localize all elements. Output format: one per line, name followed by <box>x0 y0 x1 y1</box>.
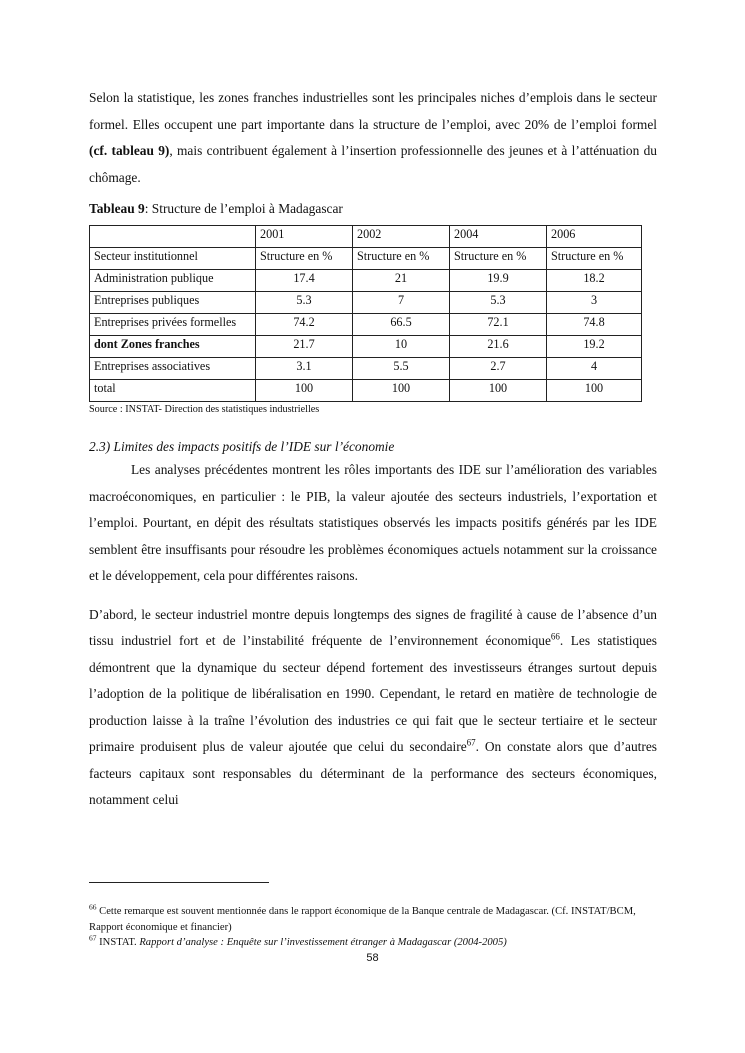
footnote-divider <box>89 882 269 883</box>
table-cell: 10 <box>353 336 450 358</box>
year-header: 2004 <box>450 226 547 248</box>
paragraph-text: D’abord, le secteur industriel montre depuis longtemps des signes de fragilité à cause de l’absence d’un tissu industriel fort et de l’instabilité fréquente de l’environnement économique <box>89 606 657 648</box>
table-cell: 100 <box>547 380 642 402</box>
sector-column-header: Secteur institutionnel <box>90 248 256 270</box>
intro-text-1: Selon la statistique, les zones franches industrielles sont les principales niches d’emplois dans le secteur formel. Elles occupent une part importante dans la structure de l’emploi, avec 20% de l’emploi formel <box>89 90 657 132</box>
table-cell: 3.1 <box>256 358 353 380</box>
row-label: total <box>90 380 256 402</box>
table-row <box>90 314 642 336</box>
table-row <box>90 358 642 380</box>
page-number: 58 <box>366 952 379 964</box>
paragraph-text: . On constate alors que d’autres facteurs capitaux sont responsables du déterminant de la performance des secteurs économiques, notamment celui <box>89 739 657 807</box>
table-cell: 100 <box>450 380 547 402</box>
structure-header: Structure en % <box>353 248 450 270</box>
structure-header: Structure en % <box>256 248 353 270</box>
footnote-title: Rapport d’analyse : Enquête sur l’investissement étranger à Madagascar (2004-2005) <box>139 937 507 948</box>
table-cell: 19.2 <box>547 336 642 358</box>
intro-text-2: , mais contribuent également à l’insertion professionnelle des jeunes et à l’atténuation du chômage. <box>89 143 657 185</box>
section-title: 2.3) Limites des impacts positifs de l’IDE sur l’économie <box>89 439 395 454</box>
table-row <box>90 380 642 402</box>
table-cell: 66.5 <box>353 314 450 336</box>
year-header: 2006 <box>547 226 642 248</box>
row-label: Entreprises privées formelles <box>90 314 256 336</box>
table-cell: 5.3 <box>256 292 353 314</box>
row-label: dont Zones franches <box>90 336 256 358</box>
table-cell: 21.6 <box>450 336 547 358</box>
paragraph-text: . Les statistiques démontrent que la dynamique du secteur dépend fortement des investisseurs étranges surtout depuis l’adoption de la politique de libéralisation en 1990. Cependant, le retard en matière de technologie de production laisse à la traîne l’évolution des industries ce qui fait que le secteur tertiaire et le secteur primaire produisent plus de valeur ajoutée que celui du secondaire <box>89 633 658 754</box>
table-cell: 7 <box>353 292 450 314</box>
table-cell: 100 <box>256 380 353 402</box>
page-body <box>89 85 657 814</box>
table-row <box>90 270 642 292</box>
footnote-item <box>89 935 657 951</box>
table-cell: 74.8 <box>547 314 642 336</box>
table-caption-title: : Structure de l’emploi à Madagascar <box>144 201 343 216</box>
employment-structure-table <box>89 225 642 402</box>
table-cell: 4 <box>547 358 642 380</box>
intro-paragraph <box>89 85 657 191</box>
table-cell: 19.9 <box>450 270 547 292</box>
table-source: Source : INSTAT- Direction des statistiques industrielles <box>89 404 320 415</box>
year-header: 2002 <box>353 226 450 248</box>
table-cell: 72.1 <box>450 314 547 336</box>
table-cell: 100 <box>353 380 450 402</box>
table-subheader-row <box>90 248 642 270</box>
table-year-row <box>90 226 642 248</box>
table-cell: 18.2 <box>547 270 642 292</box>
structure-header: Structure en % <box>450 248 547 270</box>
footnotes <box>89 904 657 951</box>
row-label: Entreprises publiques <box>90 292 256 314</box>
structure-header: Structure en % <box>547 248 642 270</box>
table-row <box>90 292 642 314</box>
row-label: Administration publique <box>90 270 256 292</box>
table-cell: 5.3 <box>450 292 547 314</box>
table-row <box>90 336 642 358</box>
year-header: 2001 <box>256 226 353 248</box>
paragraph-industrial-sector <box>89 602 657 814</box>
footnote-number: 66 <box>89 902 97 912</box>
table-cell: 17.4 <box>256 270 353 292</box>
footnote-ref[interactable]: 67 <box>466 737 476 748</box>
table-caption <box>89 199 657 219</box>
paragraph-analysis: Les analyses précédentes montrent les rôles importants des IDE sur l’amélioration des variables macroéconomiques, en particulier : le PIB, la valeur ajoutée des secteurs industriels, l’exportation et l’emploi. Pourtant, en dépit des résultats statistiques observés les impacts positifs générés par les IDE semblent être insuffisants pour résoudre les problèmes économiques actuels notamment sur la croissance et le développement, cela pour différentes raisons. <box>89 462 657 583</box>
footnote-item <box>89 904 657 935</box>
table-caption-label: Tableau 9 <box>89 201 145 216</box>
table-cell: 21.7 <box>256 336 353 358</box>
footnote-ref[interactable]: 66 <box>550 631 560 642</box>
table-cell: 74.2 <box>256 314 353 336</box>
table-cell: 2.7 <box>450 358 547 380</box>
table-reference: (cf. tableau 9) <box>89 143 170 158</box>
table-cell: 3 <box>547 292 642 314</box>
table-cell: 21 <box>353 270 450 292</box>
footnote-text: INSTAT. <box>96 937 140 948</box>
footnote-number: 67 <box>89 933 97 943</box>
row-label: Entreprises associatives <box>90 358 256 380</box>
table-corner-cell <box>90 226 256 248</box>
footnote-text: Cette remarque est souvent mentionnée dans le rapport économique de la Banque centrale de Madagascar. (Cf. INSTAT/BCM, Rapport économique et financier) <box>89 906 636 933</box>
table-cell: 5.5 <box>353 358 450 380</box>
